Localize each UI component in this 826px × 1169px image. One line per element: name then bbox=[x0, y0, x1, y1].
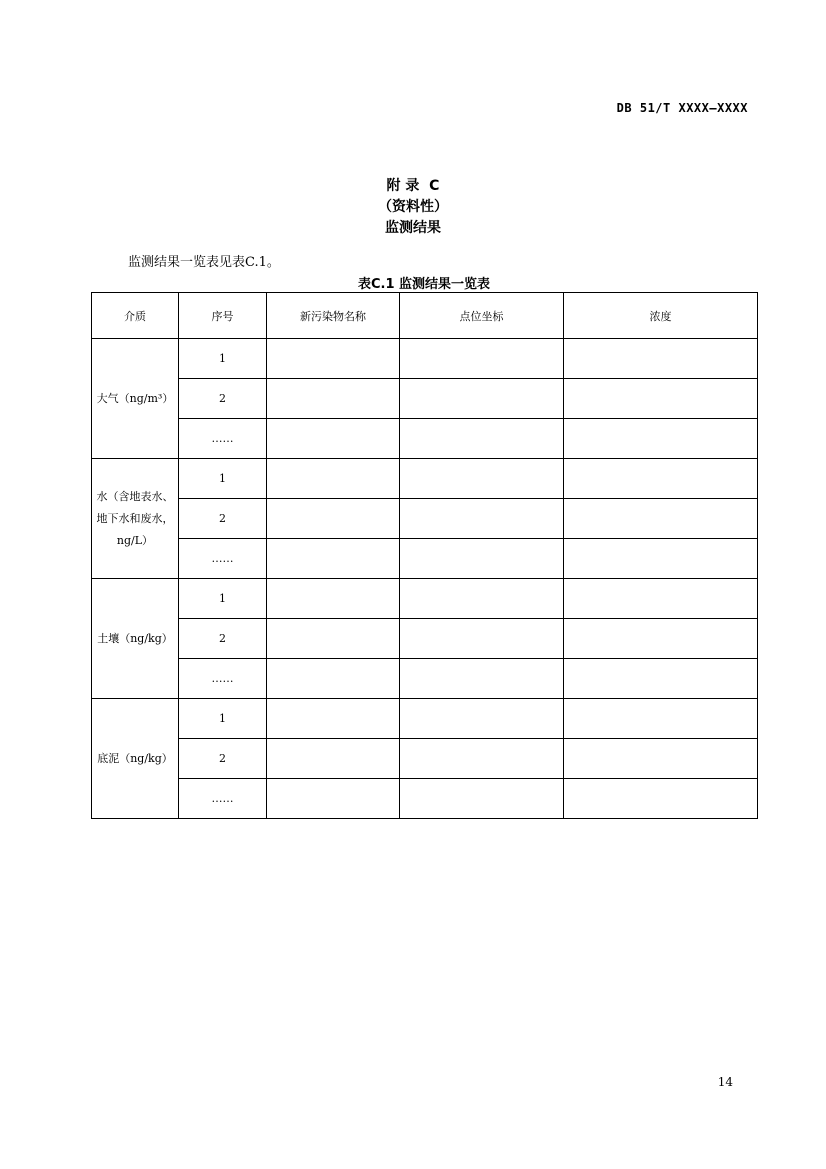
coordinates-cell bbox=[400, 539, 564, 579]
table-header-row bbox=[92, 293, 758, 339]
coordinates-cell bbox=[400, 339, 564, 379]
intro-paragraph: 监测结果一览表见表C.1。 bbox=[128, 255, 280, 270]
concentration-cell bbox=[564, 499, 758, 539]
pollutant-cell bbox=[267, 579, 400, 619]
table-caption: 表C.1 监测结果一览表 bbox=[357, 277, 491, 292]
row-number: …… bbox=[179, 419, 267, 459]
pollutant-cell bbox=[267, 699, 400, 739]
concentration-cell bbox=[564, 619, 758, 659]
pollutant-cell bbox=[267, 739, 400, 779]
row-number: 1 bbox=[179, 579, 267, 619]
column-header-medium: 介质 bbox=[92, 293, 179, 339]
medium-cell-sediment: 底泥（ng/kg） bbox=[92, 699, 179, 819]
table-row bbox=[92, 659, 758, 699]
column-header-coordinates: 点位坐标 bbox=[400, 293, 564, 339]
coordinates-cell bbox=[400, 499, 564, 539]
appendix-type: （资料性） bbox=[378, 199, 448, 215]
medium-cell-water: 水（含地表水、地下水和废水，ng/L） bbox=[92, 459, 179, 579]
table-row bbox=[92, 379, 758, 419]
page-number: 14 bbox=[717, 1075, 733, 1089]
coordinates-cell bbox=[400, 739, 564, 779]
pollutant-cell bbox=[267, 459, 400, 499]
column-header-concentration: 浓度 bbox=[564, 293, 758, 339]
pollutant-cell bbox=[267, 339, 400, 379]
pollutant-cell bbox=[267, 499, 400, 539]
concentration-cell bbox=[564, 459, 758, 499]
pollutant-cell bbox=[267, 379, 400, 419]
row-number: 2 bbox=[179, 379, 267, 419]
concentration-cell bbox=[564, 339, 758, 379]
concentration-cell bbox=[564, 539, 758, 579]
row-number: 1 bbox=[179, 339, 267, 379]
table-row bbox=[92, 619, 758, 659]
coordinates-cell bbox=[400, 379, 564, 419]
coordinates-cell bbox=[400, 459, 564, 499]
pollutant-cell bbox=[267, 779, 400, 819]
concentration-cell bbox=[564, 379, 758, 419]
table-row bbox=[92, 739, 758, 779]
table-row bbox=[92, 499, 758, 539]
table-row bbox=[92, 539, 758, 579]
concentration-cell bbox=[564, 419, 758, 459]
pollutant-cell bbox=[267, 539, 400, 579]
table-row bbox=[92, 579, 758, 619]
concentration-cell bbox=[564, 699, 758, 739]
row-number: 1 bbox=[179, 699, 267, 739]
pollutant-cell bbox=[267, 419, 400, 459]
appendix-heading bbox=[0, 176, 826, 239]
coordinates-cell bbox=[400, 659, 564, 699]
coordinates-cell bbox=[400, 779, 564, 819]
pollutant-cell bbox=[267, 619, 400, 659]
row-number: …… bbox=[179, 659, 267, 699]
table-row bbox=[92, 339, 758, 379]
coordinates-cell bbox=[400, 419, 564, 459]
row-number: 2 bbox=[179, 619, 267, 659]
concentration-cell bbox=[564, 579, 758, 619]
table-row bbox=[92, 699, 758, 739]
medium-cell-soil: 土壤（ng/kg） bbox=[92, 579, 179, 699]
row-number: …… bbox=[179, 779, 267, 819]
row-number: 2 bbox=[179, 499, 267, 539]
appendix-title: 附 录 C bbox=[386, 178, 440, 194]
pollutant-cell bbox=[267, 659, 400, 699]
document-code: DB 51/T XXXX—XXXX bbox=[616, 101, 748, 115]
coordinates-cell bbox=[400, 699, 564, 739]
concentration-cell bbox=[564, 659, 758, 699]
appendix-name: 监测结果 bbox=[385, 220, 441, 236]
row-number: …… bbox=[179, 539, 267, 579]
table-row bbox=[92, 459, 758, 499]
coordinates-cell bbox=[400, 619, 564, 659]
concentration-cell bbox=[564, 779, 758, 819]
results-table bbox=[91, 292, 758, 819]
column-header-pollutant: 新污染物名称 bbox=[267, 293, 400, 339]
column-header-number: 序号 bbox=[179, 293, 267, 339]
row-number: 2 bbox=[179, 739, 267, 779]
row-number: 1 bbox=[179, 459, 267, 499]
table-row bbox=[92, 419, 758, 459]
concentration-cell bbox=[564, 739, 758, 779]
coordinates-cell bbox=[400, 579, 564, 619]
medium-cell-air: 大气（ng/m³） bbox=[92, 339, 179, 459]
table-row bbox=[92, 779, 758, 819]
